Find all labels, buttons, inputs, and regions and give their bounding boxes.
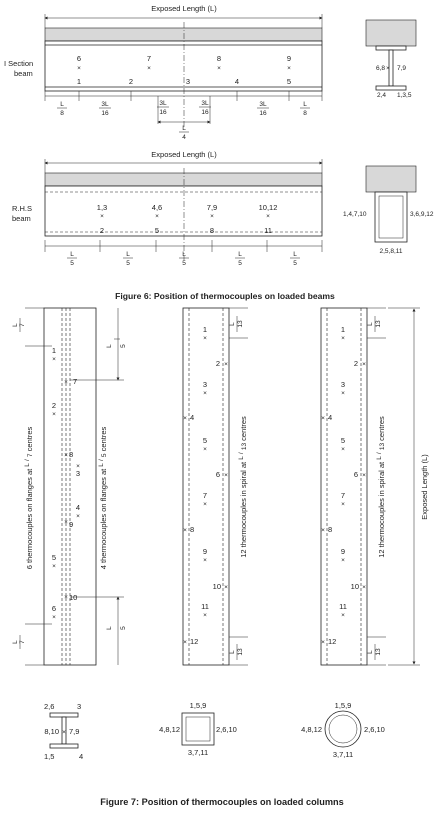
tc-cross: × <box>341 612 345 619</box>
rhs-cross-section <box>343 166 434 255</box>
dim-numerator: 3L <box>101 101 109 108</box>
xsec-label: 2,6 <box>44 702 55 711</box>
rhs-beam-elevation <box>12 150 322 267</box>
dim-denominator: 5 <box>293 260 297 267</box>
xsec-label: 1,5,9 <box>189 701 207 710</box>
dim-numerator: L <box>182 251 186 258</box>
tc-cross: × <box>52 614 56 621</box>
col1-tc-label: 10 <box>69 593 78 602</box>
tc-cross: × <box>341 501 345 508</box>
xsec-label: 7,9 <box>69 727 80 736</box>
figure7-caption: Figure 7: Position of thermocouples on loaded columns <box>100 797 344 807</box>
dim-numerator: L <box>12 640 19 644</box>
tc-cross: × <box>62 729 66 736</box>
tc-cross: × <box>210 213 214 220</box>
column-circular-cross-section <box>301 701 385 759</box>
rhs-tc-label: 5 <box>154 226 160 235</box>
col1-tc-label: 8 <box>69 450 74 459</box>
col2-tc-label: 9 <box>202 547 208 556</box>
tc-cross: × <box>224 361 228 368</box>
tc-cross: × <box>52 563 56 570</box>
dim-denominator: 8 <box>303 110 307 117</box>
tc-cross: × <box>321 639 325 646</box>
column-exposed-length-dim <box>388 308 429 665</box>
col1-tc-label: 9 <box>69 520 74 529</box>
tc-cross: × <box>266 213 270 220</box>
dim-denominator: 16 <box>101 110 109 117</box>
tc-cross: × <box>64 452 68 459</box>
ibeam-tc-label: 9 <box>286 54 292 63</box>
col1-tc-label: 2 <box>51 401 57 410</box>
tc-cross: × <box>64 379 68 386</box>
xsec-label: 3,6,9,12 <box>410 211 434 218</box>
rhs-tc-label: 8 <box>209 226 215 235</box>
tc-cross: × <box>341 390 345 397</box>
xsec-label: 3 <box>77 702 82 711</box>
ibeam-tc-label: 3 <box>185 77 191 86</box>
spiral-note-frac-num: L <box>376 456 383 460</box>
spiral-note-tail: centres <box>377 416 386 441</box>
exposed-length-label-rhs: Exposed Length (L) <box>151 150 217 159</box>
dim-denominator: 13 <box>237 320 244 328</box>
dim-denominator: 16 <box>259 110 267 117</box>
tc-cross: × <box>183 415 187 422</box>
col3-tc-label: 4 <box>328 413 333 422</box>
xsec-label: 7,9 <box>397 65 407 72</box>
tc-cross: × <box>386 65 390 72</box>
tc-cross: × <box>147 65 151 72</box>
ibeam-label-line1: I Section <box>4 59 34 68</box>
flange-note-frac-bar: / <box>24 459 31 461</box>
tc-cross: × <box>155 213 159 220</box>
tc-cross: × <box>52 411 56 418</box>
spiral-note-frac-num: L <box>238 456 245 460</box>
xsec-label: 2,5,8,11 <box>379 248 403 255</box>
column3-spiral-note <box>374 416 386 558</box>
col3-tc-label: 7 <box>340 491 346 500</box>
col3-tc-label: 11 <box>339 602 347 611</box>
tc-cross: × <box>64 594 68 601</box>
tc-cross: × <box>203 612 207 619</box>
col1-tc-label: 3 <box>75 469 81 478</box>
xsec-label: 1,5 <box>44 752 55 761</box>
tc-cross: × <box>362 472 366 479</box>
tc-cross: × <box>76 463 80 470</box>
tc-cross: × <box>224 584 228 591</box>
dim-numerator: L <box>229 650 236 654</box>
dim-numerator: L <box>106 344 113 348</box>
dim-denominator: 16 <box>201 109 209 116</box>
svg-text:4 thermocouples on flanges at <box>96 426 108 569</box>
col2-tc-label: 12 <box>190 637 199 646</box>
dim-denominator: 16 <box>159 109 167 116</box>
col1-tc-label: 7 <box>73 377 78 386</box>
column-circular-section <box>321 308 429 665</box>
col3-tc-label: 1 <box>340 325 346 334</box>
svg-text:12 thermocouples in spiral at <box>236 416 248 558</box>
xsec-label: 2,6,10 <box>216 725 237 734</box>
dim-numerator: L <box>293 251 297 258</box>
rhs-tc-label: 4,6 <box>151 203 163 212</box>
web-note-frac-bar: / <box>98 459 105 461</box>
ibeam-dimension-line <box>45 91 322 124</box>
spiral-note-frac-bar: / <box>238 452 245 455</box>
dim-numerator: L <box>238 251 242 258</box>
col3-tc-label: 3 <box>340 380 346 389</box>
ibeam-cross-section <box>366 20 416 99</box>
ibeam-tc-label: 1 <box>76 77 82 86</box>
dim-denominator: 7 <box>19 323 26 327</box>
tc-cross: × <box>183 527 187 534</box>
column-box-section <box>183 308 248 665</box>
col3-tc-label: 12 <box>328 637 337 646</box>
dim-denominator: 5 <box>120 626 127 630</box>
tc-cross: × <box>64 519 68 526</box>
dim-numerator: L <box>60 101 64 108</box>
column-i-section <box>12 308 127 665</box>
web-note-frac-num: L <box>98 463 105 467</box>
tc-cross: × <box>203 501 207 508</box>
dim-numerator: L <box>367 650 374 654</box>
tc-cross: × <box>203 557 207 564</box>
column1-flange-note <box>22 426 34 569</box>
dim-denominator: 5 <box>182 260 186 267</box>
col3-tc-label: 10 <box>350 582 359 591</box>
col3-tc-label: 9 <box>340 547 346 556</box>
col3-tc-label: 5 <box>340 436 346 445</box>
dim-numerator: L <box>126 251 130 258</box>
col2-tc-label: 10 <box>212 582 221 591</box>
col1-tc-label: 6 <box>51 604 57 613</box>
svg-text:12 thermocouples in spiral at <box>374 416 386 558</box>
spiral-note-frac-bar: / <box>376 452 383 455</box>
dim-denominator: 13 <box>237 648 244 656</box>
col2-tc-label: 4 <box>190 413 195 422</box>
ibeam-dimension-labels <box>57 100 310 141</box>
xsec-label: 1,4,7,10 <box>343 211 367 218</box>
tc-cross: × <box>100 213 104 220</box>
column1-web-note <box>96 426 108 569</box>
svg-text:6 thermocouples on flanges at <box>22 426 34 569</box>
tc-cross: × <box>341 335 345 342</box>
dim-numerator: L <box>229 322 236 326</box>
dim-denominator: 5 <box>238 260 242 267</box>
xsec-label: 1,3,5 <box>397 92 412 99</box>
col2-tc-label: 5 <box>202 436 208 445</box>
rhs-dimension-labels <box>67 251 300 267</box>
col1-tc-label: 5 <box>51 553 57 562</box>
tc-cross: × <box>321 527 325 534</box>
figure6-caption: Figure 6: Position of thermocouples on loaded beams <box>115 291 335 301</box>
dim-denominator: 4 <box>182 134 186 141</box>
col2-tc-label: 2 <box>215 359 220 368</box>
spiral-note-tail: centres <box>239 416 248 441</box>
dim-denominator: 8 <box>60 110 64 117</box>
tc-cross: × <box>203 446 207 453</box>
dim-numerator: L <box>106 626 113 630</box>
tc-cross: × <box>77 65 81 72</box>
xsec-label: 3,7,11 <box>187 748 209 757</box>
ibeam-tc-label: 5 <box>286 77 292 86</box>
tc-cross: × <box>321 415 325 422</box>
tc-cross: × <box>76 513 80 520</box>
ibeam-tc-label: 2 <box>128 77 134 86</box>
xsec-label: 6,8 <box>376 65 386 72</box>
rhs-tc-label: 1,3 <box>96 203 108 212</box>
flange-note-text: 6 thermocouples on flanges at <box>25 468 34 570</box>
tc-cross: × <box>362 361 366 368</box>
tc-cross: × <box>203 335 207 342</box>
rhs-tc-label: 7,9 <box>206 203 218 212</box>
flange-note-frac-num: L <box>24 463 31 467</box>
tc-cross: × <box>341 557 345 564</box>
xsec-label: 1,5,9 <box>334 701 352 710</box>
rhs-tc-label: 2 <box>99 226 105 235</box>
dim-denominator: 5 <box>120 344 127 348</box>
ibeam-tc-label: 6 <box>76 54 82 63</box>
rhs-tc-label: 11 <box>264 226 272 235</box>
rhs-tc-label: 10,12 <box>258 203 278 212</box>
tc-cross: × <box>52 356 56 363</box>
col2-tc-label: 3 <box>202 380 208 389</box>
tc-cross: × <box>362 584 366 591</box>
dim-denominator: 13 <box>375 648 382 656</box>
tc-cross: × <box>341 446 345 453</box>
spiral-note-frac-den: 13 <box>379 442 386 451</box>
i-section-beam-elevation <box>4 4 322 141</box>
tc-cross: × <box>203 390 207 397</box>
web-note-text: 4 thermocouples on flanges at <box>99 468 108 570</box>
xsec-label: 3,7,11 <box>332 750 354 759</box>
col2-tc-label: 8 <box>190 525 195 534</box>
tc-cross: × <box>224 472 228 479</box>
col2-tc-label: 11 <box>201 602 209 611</box>
col3-tc-label: 8 <box>328 525 333 534</box>
dim-numerator: 3L <box>201 100 209 107</box>
flange-note-frac-den: 7 <box>27 453 34 458</box>
tc-cross: × <box>287 65 291 72</box>
xsec-label: 2,4 <box>377 92 387 99</box>
ibeam-tc-label: 7 <box>146 54 152 63</box>
dim-numerator: L <box>70 251 74 258</box>
spiral-note-frac-den: 13 <box>241 442 248 451</box>
xsec-label: 4 <box>79 752 84 761</box>
ibeam-tc-label: 8 <box>216 54 222 63</box>
column-exposed-length-label: Exposed Length (L) <box>420 454 429 520</box>
dim-numerator: L <box>12 323 19 327</box>
col1-tc-label: 4 <box>75 503 81 512</box>
flange-note-tail: centres <box>25 426 34 452</box>
spiral-note-text: 12 thermocouples in spiral at <box>377 461 386 558</box>
column-box-cross-section <box>159 701 237 757</box>
column2-spiral-note <box>236 416 248 558</box>
ibeam-tc-label: 4 <box>234 77 240 86</box>
column-i-cross-section <box>44 702 83 761</box>
rhs-label-line1: R.H.S <box>12 204 33 213</box>
col2-tc-label: 1 <box>202 325 208 334</box>
col1-tc-label: 1 <box>51 346 57 355</box>
col3-tc-label: 6 <box>353 470 358 479</box>
spiral-note-text: 12 thermocouples in spiral at <box>239 461 248 558</box>
xsec-label: 2,6,10 <box>364 725 385 734</box>
dim-numerator: L <box>367 322 374 326</box>
dim-denominator: 5 <box>70 260 74 267</box>
web-note-frac-den: 5 <box>101 453 108 458</box>
tc-cross: × <box>217 65 221 72</box>
xsec-label: 4,8,12 <box>301 725 322 734</box>
tc-cross: × <box>183 639 187 646</box>
rhs-label-line2: beam <box>12 214 31 223</box>
ibeam-label-line2: beam <box>14 69 33 78</box>
dim-numerator: L <box>182 125 186 132</box>
dim-denominator: 7 <box>19 640 26 644</box>
dim-denominator: 13 <box>375 320 382 328</box>
dim-numerator: 3L <box>259 101 267 108</box>
web-note-tail: centres <box>99 426 108 452</box>
xsec-label: 8,10 <box>44 727 59 736</box>
xsec-label: 4,8,12 <box>159 725 180 734</box>
dim-numerator: 3L <box>159 100 167 107</box>
dim-numerator: L <box>303 101 307 108</box>
col2-tc-label: 7 <box>202 491 208 500</box>
col3-tc-label: 2 <box>353 359 358 368</box>
exposed-length-label-ibeam: Exposed Length (L) <box>151 4 217 13</box>
dim-denominator: 5 <box>126 260 130 267</box>
col2-tc-label: 6 <box>215 470 220 479</box>
